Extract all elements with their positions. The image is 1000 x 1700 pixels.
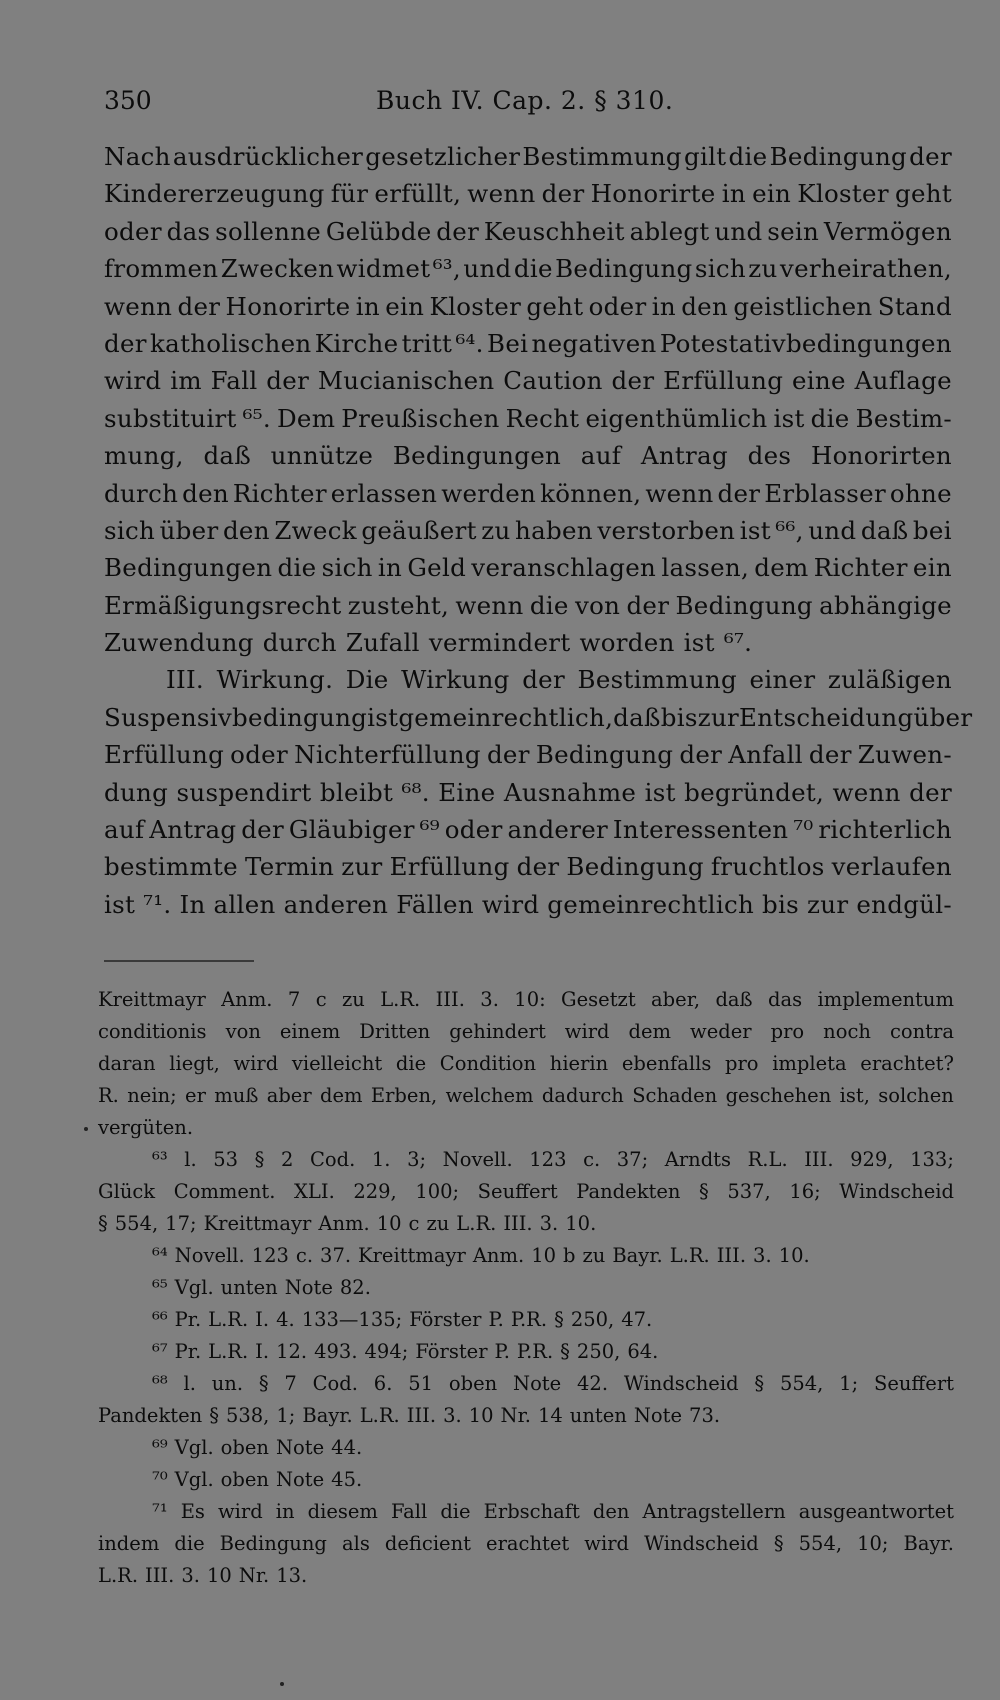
footnote-line: R. nein; er muß aber dem Erben, welchem dadurch Schaden geschehen ist, solchen [98,1084,954,1107]
footnote-line: indem die Bedingung als deficient erachtet wird Windscheid § 554, 10; Bayr. [98,1532,954,1555]
footnote-line: Pandekten § 538, 1; Bayr. L.R. III. 3. 10 Nr. 14 unten Note 73. [98,1404,721,1427]
footnote-line: vergüten. [98,1116,194,1139]
text-line: der katholischen Kirche tritt ⁶⁴. Bei negativen Potestativbedingungen [104,328,952,358]
footnote-line: ⁶⁷ Pr. L.R. I. 12. 493. 494; Förster P. P.R. § 250, 64. [152,1340,659,1363]
footnote-line: ⁶⁴ Novell. 123 c. 37. Kreittmayr Anm. 10 b zu Bayr. L.R. III. 3. 10. [152,1244,810,1267]
text-line: Suspensivbedingung ist gemeinrechtlich, daß bis zur Entscheidung über [104,702,973,732]
text-line: frommen Zwecken widmet ⁶³, und die Bedingung sich zu verheirathen, [104,254,952,284]
footnote-separator [104,960,254,962]
text-line: Ermäßigungsrecht zusteht, wenn die von der Bedingung abhängige [104,590,952,620]
text-line: Nach ausdrücklicher gesetzlicher Bestimmung gilt die Bedingung der [104,142,952,171]
footnote-line: ⁶³ l. 53 § 2 Cod. 1. 3; Novell. 123 c. 37; Arndts R.L. III. 929, 133; [152,1148,954,1171]
text-line: substituirt ⁶⁵. Dem Preußischen Recht eigenthümlich ist die Bestim- [104,403,952,433]
footnote-line: § 554, 17; Kreittmayr Anm. 10 c zu L.R. III. 3. 10. [98,1212,597,1235]
footnote-line: ⁶⁸ l. un. § 7 Cod. 6. 51 oben Note 42. Windscheid § 554, 1; Seuffert [152,1372,954,1395]
footnote-line: L.R. III. 3. 10 Nr. 13. [98,1564,308,1587]
text-line: dung suspendirt bleibt ⁶⁸. Eine Ausnahme ist begründet, wenn der [104,777,952,807]
text-line: Erfüllung oder Nichterfüllung der Bedingung der Anfall der Zuwen- [104,740,952,770]
page-header [104,86,960,120]
print-speck [280,1682,284,1686]
footnote-line: ⁷¹ Es wird in diesem Fall die Erbschaft den Antragstellern ausgeantwortet [152,1500,954,1523]
footnote-line: Glück Comment. XLI. 229, 100; Seuffert Pandekten § 537, 16; Windscheid [98,1180,954,1203]
text-line: durch den Richter erlassen werden können, wenn der Erblasser ohne [104,478,952,508]
footnote-line: Kreittmayr Anm. 7 c zu L.R. III. 3. 10: Gesetzt aber, daß das implementum [98,988,954,1011]
text-line: III. Wirkung. Die Wirkung der Bestimmung einer zuläßigen [166,665,952,695]
page-number: 350 [104,86,152,115]
text-line: auf Antrag der Gläubiger ⁶⁹ oder anderer Interessenten ⁷⁰ richterlich [104,815,952,845]
footnote-line: daran liegt, wird vielleicht die Condition hierin ebenfalls pro impleta erachtet? [98,1052,954,1075]
footnote-line: ⁶⁶ Pr. L.R. I. 4. 133—135; Förster P. P.R. § 250, 47. [152,1308,653,1331]
running-head: Buch IV. Cap. 2. § 310. [376,86,674,115]
text-line: oder das sollenne Gelübde der Keuschheit ablegt und sein Vermögen [104,216,952,246]
text-line: mung, daß unnütze Bedingungen auf Antrag des Honorirten [104,441,952,471]
text-line: bestimmte Termin zur Erfüllung der Bedingung fruchtlos verlaufen [104,852,952,882]
footnote-line: conditionis von einem Dritten gehindert wird dem weder pro noch contra [98,1020,954,1043]
footnotes [98,984,954,1592]
text-line: wird im Fall der Mucianischen Caution der Erfüllung eine Auflage [104,366,952,396]
footnote-line: ⁷⁰ Vgl. oben Note 45. [152,1468,363,1491]
text-line: Zuwendung durch Zufall vermindert worden ist ⁶⁷. [104,628,753,658]
print-speck [84,1127,88,1131]
text-line: Bedingungen die sich in Geld veranschlagen lassen, dem Richter ein [104,553,952,583]
footnote-line: ⁶⁵ Vgl. unten Note 82. [152,1276,371,1299]
text-line: sich über den Zweck geäußert zu haben verstorben ist ⁶⁶, und daß bei [104,515,952,545]
text-line: ist ⁷¹. In allen anderen Fällen wird gemeinrechtlich bis zur endgül- [104,889,952,919]
text-line: wenn der Honorirte in ein Kloster geht oder in den geistlichen Stand [104,291,952,321]
footnote-line: ⁶⁹ Vgl. oben Note 44. [152,1436,363,1459]
text-line: Kindererzeugung für erfüllt, wenn der Honorirte in ein Kloster geht [104,179,952,209]
main-text [104,138,973,923]
